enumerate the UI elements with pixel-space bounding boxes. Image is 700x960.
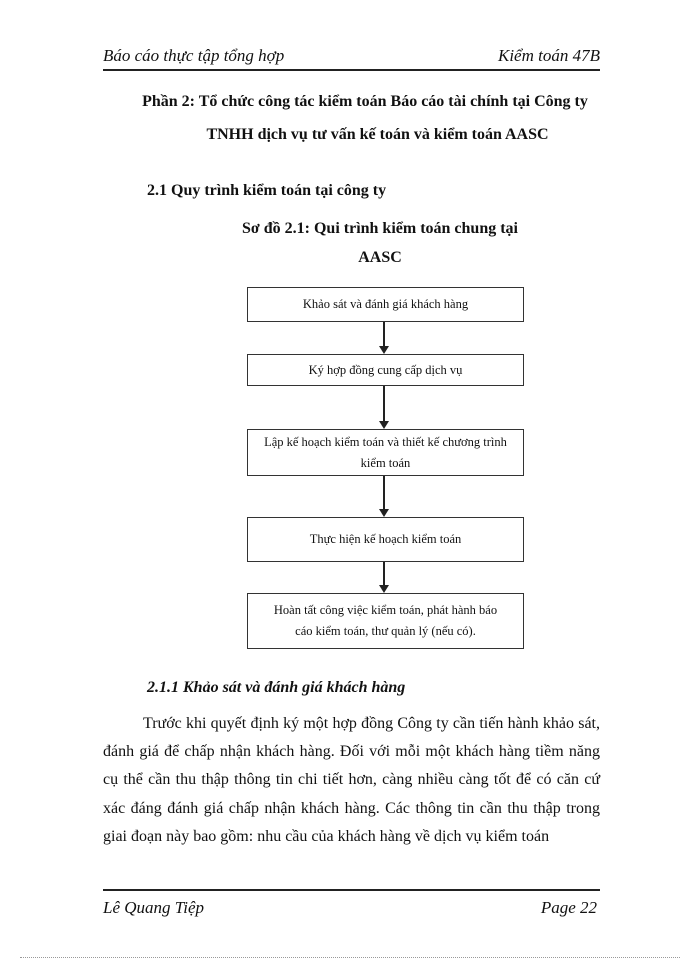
diagram-caption-line1: Sơ đồ 2.1: Qui trình kiểm toán chung tại <box>241 220 518 237</box>
section-heading: 2.1 Quy trình kiểm toán tại công ty <box>147 182 387 199</box>
part-title-line1: Phần 2: Tổ chức công tác kiểm toán Báo cáo tài chính tại Công ty <box>142 93 588 110</box>
footer-page-number: Page 22 <box>540 898 597 917</box>
header-left-title: Báo cáo thực tập tổng hợp <box>103 46 285 65</box>
header-right-title: Kiểm toán 47B <box>498 46 600 65</box>
diagram-caption-line2: AASC <box>358 249 402 266</box>
body-paragraph-text: Trước khi quyết định ký một hợp đồng Công ty cần tiến hành khảo sát, đánh giá để chấp nhận khách hàng. Đối với mỗi một khách hàng tiềm năng cụ thể cần thu thập thông tin chi tiết hơn, càng nhiều càng tốt để có căn cứ xác đáng đánh giá chấp nhận khách hàng. Các thông tin cần thu thập trong giai đoạn này bao gồm: nhu cầu của khách hàng về dịch vụ kiểm toán <box>103 715 600 845</box>
flow-arrow-2 <box>383 386 385 422</box>
page-edge-divider <box>20 957 680 958</box>
subsection-heading: 2.1.1 Khảo sát và đánh giá khách hàng <box>147 679 406 696</box>
flow-arrow-4 <box>383 562 385 586</box>
arrow-down-icon <box>379 421 389 429</box>
flow-step-1: Khảo sát và đánh giá khách hàng <box>247 287 524 322</box>
flow-step-2: Ký hợp đồng cung cấp dịch vụ <box>247 354 524 386</box>
flow-step-4: Thực hiện kế hoạch kiểm toán <box>247 517 524 562</box>
flow-arrow-1 <box>383 322 385 347</box>
footer-rule <box>103 889 600 891</box>
flow-step-5: Hoàn tất công việc kiểm toán, phát hành báo cáo kiểm toán, thư quản lý (nếu có). <box>247 593 524 649</box>
flow-step-3: Lập kế hoạch kiểm toán và thiết kế chương trình kiểm toán <box>247 429 524 476</box>
body-paragraph <box>103 710 600 851</box>
header-rule <box>103 69 600 71</box>
footer-author: Lê Quang Tiệp <box>103 898 205 917</box>
arrow-down-icon <box>379 346 389 354</box>
part-title-line2: TNHH dịch vụ tư vấn kế toán và kiểm toán AASC <box>206 126 549 143</box>
arrow-down-icon <box>379 585 389 593</box>
flow-arrow-3 <box>383 476 385 510</box>
arrow-down-icon <box>379 509 389 517</box>
